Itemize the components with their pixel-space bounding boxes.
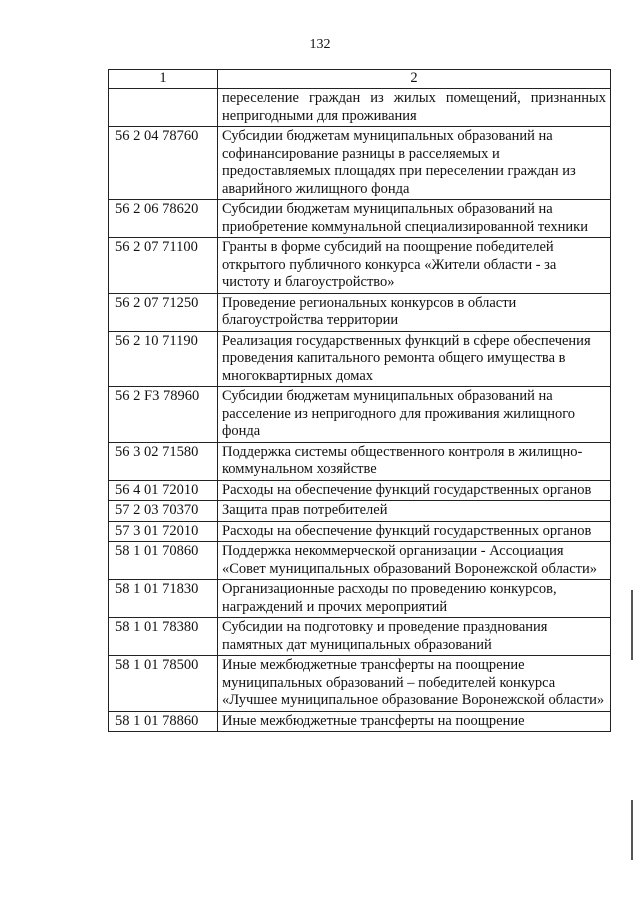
row-description-cell: Субсидии на подготовку и проведение празднования памятных дат муниципальных образований: [218, 618, 611, 656]
row-code-cell: 58 1 01 70860: [109, 542, 218, 580]
budget-code-table: [108, 69, 611, 732]
row-description-cell: Организационные расходы по проведению конкурсов, награждений и прочих мероприятий: [218, 580, 611, 618]
table-header-row: [109, 70, 611, 89]
table-row: [109, 542, 611, 580]
column-header-code: 1: [109, 70, 218, 89]
table-row: [109, 331, 611, 387]
row-description-cell: Реализация государственных функций в сфере обеспечения проведения капитального ремонта общего имущества в многоквартирных домах: [218, 331, 611, 387]
table-row: [109, 501, 611, 522]
row-description-cell: переселение граждан из жилых помещений, признанных непригодными для проживания: [218, 89, 611, 127]
table-row: [109, 200, 611, 238]
table-row: [109, 387, 611, 443]
row-description-cell: Иные межбюджетные трансферты на поощрение: [218, 711, 611, 732]
row-description-cell: Проведение региональных конкурсов в области благоустройства территории: [218, 293, 611, 331]
column-header-description: 2: [218, 70, 611, 89]
table-row: [109, 711, 611, 732]
row-code-cell: 58 1 01 78380: [109, 618, 218, 656]
table-row: [109, 580, 611, 618]
row-description-cell: Поддержка системы общественного контроля в жилищно-коммунальном хозяйстве: [218, 442, 611, 480]
page-number: 132: [309, 37, 331, 52]
row-description-cell: Поддержка некоммерческой организации - Ассоциация «Совет муниципальных образований Воронежской области»: [218, 542, 611, 580]
row-description-cell: Субсидии бюджетам муниципальных образований на приобретение коммунальной специализированной техники: [218, 200, 611, 238]
table-row: [109, 521, 611, 542]
row-code-cell: 58 1 01 78860: [109, 711, 218, 732]
row-code-cell: 58 1 01 78500: [109, 656, 218, 712]
table-row: [109, 442, 611, 480]
row-code-cell: 57 2 03 70370: [109, 501, 218, 522]
row-code-cell: 56 2 07 71100: [109, 238, 218, 294]
scan-edge-mark: [631, 800, 633, 860]
row-code-cell: 56 2 06 78620: [109, 200, 218, 238]
row-description-cell: Расходы на обеспечение функций государственных органов: [218, 521, 611, 542]
table-row: [109, 238, 611, 294]
row-code-cell: [109, 89, 218, 127]
table-row: [109, 656, 611, 712]
row-code-cell: 56 3 02 71580: [109, 442, 218, 480]
row-description-cell: Иные межбюджетные трансферты на поощрение муниципальных образований – победителей конкурса «Лучшее муниципальное образование Воронежской области»: [218, 656, 611, 712]
table-row: [109, 89, 611, 127]
row-description-cell: Гранты в форме субсидий на поощрение победителей открытого публичного конкурса «Жители области - за чистоту и благоустройство»: [218, 238, 611, 294]
table-row: [109, 618, 611, 656]
row-description-cell: Субсидии бюджетам муниципальных образований на расселение из непригодного для проживания жилищного фонда: [218, 387, 611, 443]
row-code-cell: 58 1 01 71830: [109, 580, 218, 618]
row-code-cell: 56 2 10 71190: [109, 331, 218, 387]
row-description-cell: Защита прав потребителей: [218, 501, 611, 522]
row-code-cell: 56 4 01 72010: [109, 480, 218, 501]
scan-edge-mark: [631, 590, 633, 660]
table-row: [109, 480, 611, 501]
row-description-cell: Субсидии бюджетам муниципальных образований на софинансирование разницы в расселяемых и предоставляемых площадях при переселении граждан из аварийного жилищного фонда: [218, 127, 611, 200]
table-row: [109, 127, 611, 200]
row-code-cell: 56 2 07 71250: [109, 293, 218, 331]
row-code-cell: 56 2 F3 78960: [109, 387, 218, 443]
row-description-cell: Расходы на обеспечение функций государственных органов: [218, 480, 611, 501]
row-code-cell: 56 2 04 78760: [109, 127, 218, 200]
table-row: [109, 293, 611, 331]
row-code-cell: 57 3 01 72010: [109, 521, 218, 542]
